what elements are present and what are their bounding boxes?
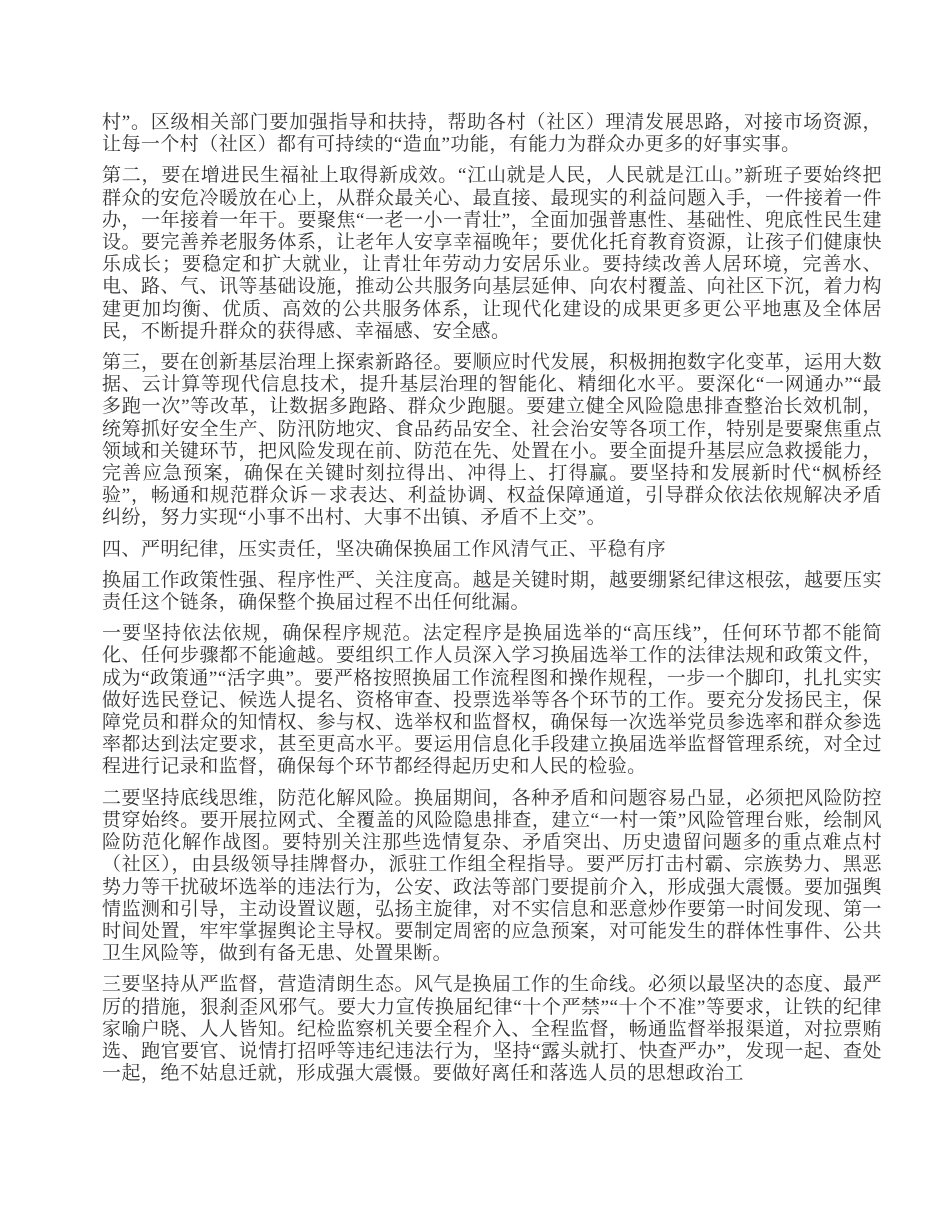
paragraph-third-point: 第三，要在创新基层治理上探索新路径。要顺应时代发展，积极拥抱数字化变革，运用大数据、云计算等现代信息技术，提升基层治理的智能化、精细化水平。要深化“一网通办”“最多跑一次”等改革，让数据多跑路、群众少跑腿。要建立健全风险隐患排查整治长效机制，统筹抓好安全生产、防汛防地灾、食品药品安全、社会治安等各项工作，特别是要聚焦重点领域和关键环节，把风险发现在前、防范在先、处置在小。要全面提升基层应急救援能力，完善应急预案，确保在关键时刻拉得出、冲得上、打得赢。要坚持和发展新时代“枫桥经验”，畅通和规范群众诉－求表达、利益协调、权益保障通道，引导群众依法依规解决矛盾纠纷，努力实现“小事不出村、大事不出镇、矛盾不上交”。 <box>102 352 882 529</box>
paragraph-second-point: 第二，要在增进民生福祉上取得新成效。“江山就是人民，人民就是江山。”新班子要始终把群众的安危冷暖放在心上，从群众最关心、最直接、最现实的利益问题入手，一件接着一件办，一年接着一年干。要聚焦“一老一小一青壮”，全面加强普惠性、基础性、兜底性民生建设。要完善养老服务体系，让老年人安享幸福晚年；要优化托育教育资源，让孩子们健康快乐成长；要稳定和扩大就业，让青壮年劳动力安居乐业。要持续改善人居环境，完善水、电、路、气、讯等基础设施，推动公共服务向基层延伸、向农村覆盖、向社区下沉，着力构建更加均衡、优质、高效的公共服务体系，让现代化建设的成果更多更公平地惠及全体居民，不断提升群众的获得感、幸福感、安全感。 <box>102 165 882 342</box>
paragraph-third-requirement-truncated: 三要坚持从严监督，营造清朗生态。风气是换届工作的生命线。必须以最坚决的态度、最严厉的措施，狠刹歪风邪气。要大力宣传换届纪律“十个严禁”“十个不准”等要求，让铁的纪律家喻户晓、人人皆知。纪检监察机关要全程介入、全程监督，畅通监督举报渠道，对拉票贿选、跑官要官、说情打招呼等违纪违法行为，坚持“露头就打、快查严办”，发现一起、查处一起，绝不姑息迁就，形成强大震慑。要做好离任和落选人员的思想政治工 <box>102 974 882 1085</box>
paragraph-first-requirement: 一要坚持依法依规，确保程序规范。法定程序是换届选举的“高压线”，任何环节都不能简化、任何步骤都不能逾越。要组织工作人员深入学习换届选举工作的法律法规和政策文件，成为“政策通”“活字典”。要严格按照换届工作流程图和操作规程，一步一个脚印，扎扎实实做好选民登记、候选人提名、资格审查、投票选举等各个环节的工作。要充分发扬民主，保障党员和群众的知情权、参与权、选举权和监督权，确保每一次选举党员参选率和群众参选率都达到法定要求，甚至更高水平。要运用信息化手段建立换届选举监督管理系统，对全过程进行记录和监督，确保每个环节都经得起历史和人民的检验。 <box>102 623 882 778</box>
document-body <box>102 112 882 1085</box>
section-heading-four: 四、严明纪律，压实责任，坚决确保换届工作风清气正、平稳有序 <box>102 538 667 560</box>
paragraph-second-requirement: 二要坚持底线思维，防范化解风险。换届期间，各种矛盾和问题容易凸显，必须把风险防控贯穿始终。要开展拉网式、全覆盖的风险隐患排查，建立“一村一策”风险管理台账，绘制风险防范化解作战图。要特别关注那些选情复杂、矛盾突出、历史遗留问题多的重点难点村（社区），由县级领导挂牌督办，派驻工作组全程指导。要严厉打击村霸、宗族势力、黑恶势力等干扰破坏选举的违法行为，公安、政法等部门要提前介入，形成强大震慑。要加强舆情监测和引导，主动设置议题，弘扬主旋律，对不实信息和恶意炒作要第一时间发现、第一时间处置，牢牢掌握舆论主导权。要制定周密的应急预案，对可能发生的群体性事件、公共卫生风险等，做到有备无患、处置果断。 <box>102 787 882 965</box>
paragraph-section-intro: 换届工作政策性强、程序性严、关注度高。越是关键时期，越要绷紧纪律这根弦，越要压实责任这个链条，确保整个换届过程不出任何纰漏。 <box>102 569 882 614</box>
paragraph-continuation: 村”。区级相关部门要加强指导和扶持，帮助各村（社区）理清发展思路，对接市场资源，让每一个村（社区）都有可持续的“造血”功能，有能力为群众办更多的好事实事。 <box>102 112 882 156</box>
